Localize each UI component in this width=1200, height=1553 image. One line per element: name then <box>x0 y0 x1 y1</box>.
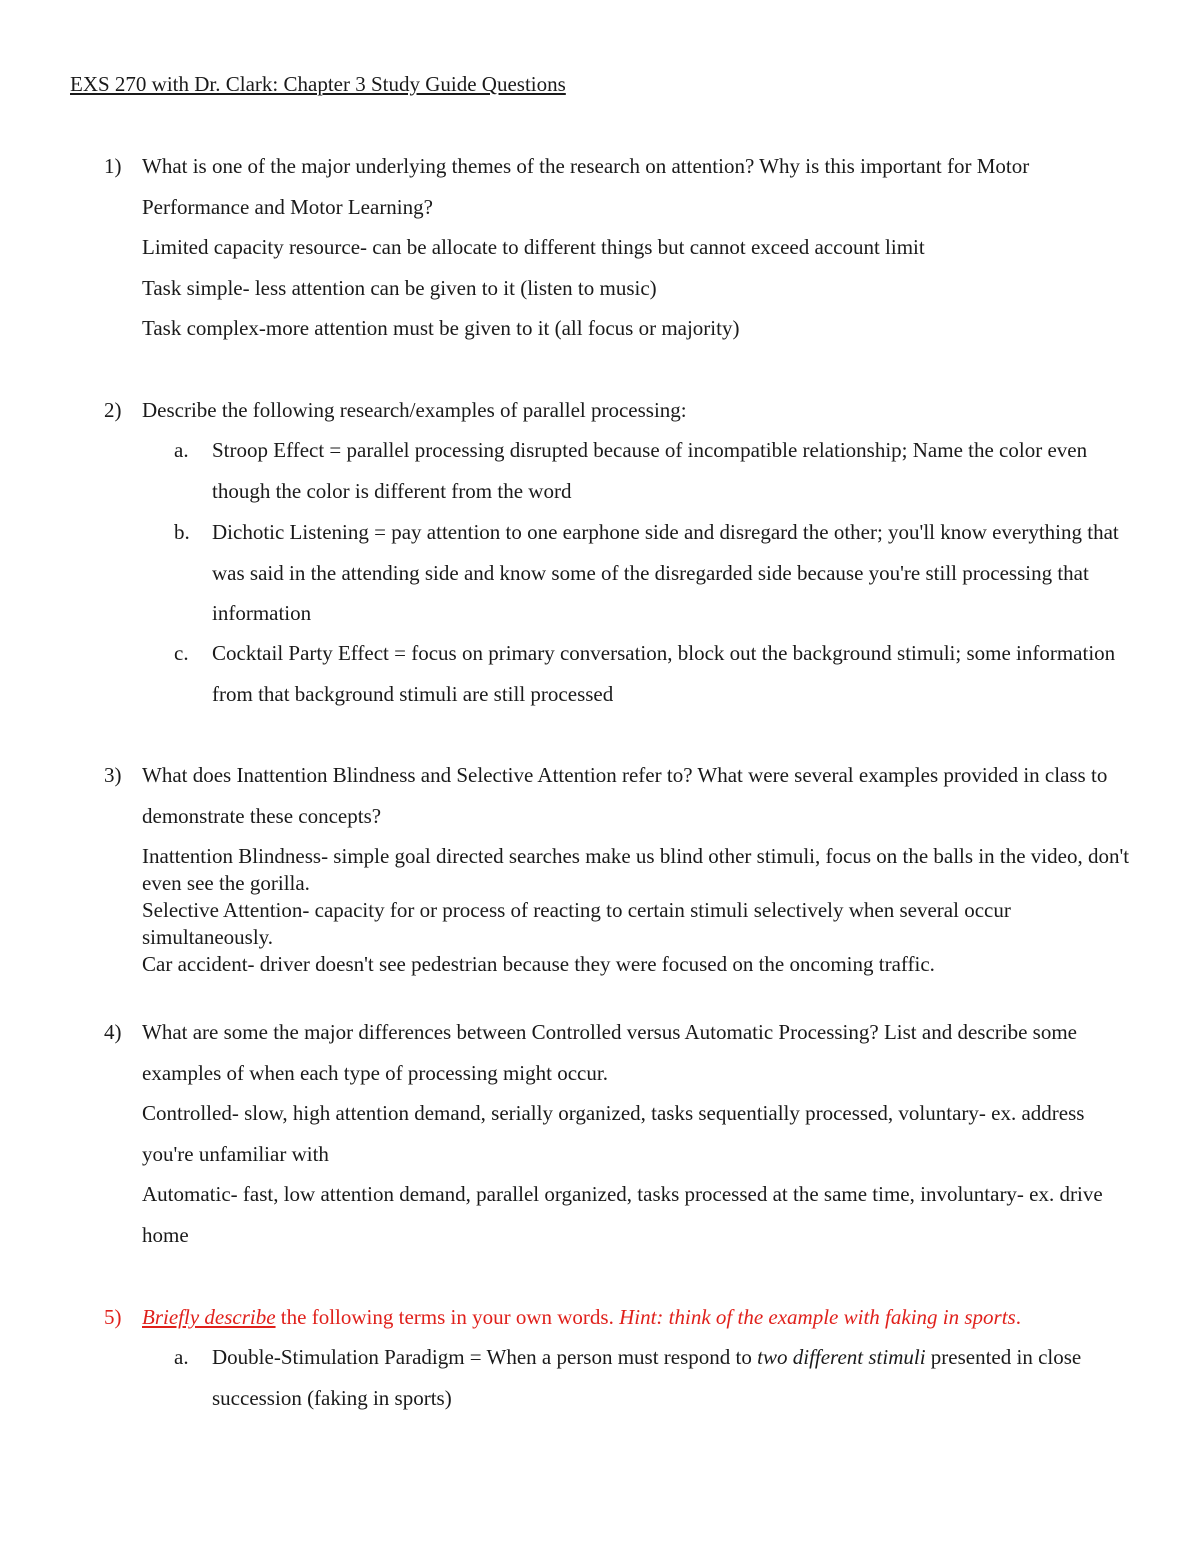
question-number: 1) <box>104 154 122 178</box>
answer-line: Automatic- fast, low attention demand, parallel organized, tasks processed at the same time, involuntary- ex. drive home <box>142 1182 1103 1247</box>
question-4 <box>104 1012 1134 1093</box>
question-hint: Hint: think of the example with faking in sports <box>619 1305 1016 1329</box>
item-text <box>212 1337 1134 1418</box>
answer-line: Limited capacity resource- can be allocate to different things but cannot exceed account limit <box>142 235 925 259</box>
question-number: 5) <box>104 1305 122 1329</box>
item-text: Stroop Effect = parallel processing disrupted because of incompatible relationship; Name the color even though the color is different from the word <box>212 438 1088 503</box>
question-end: . <box>1015 1305 1021 1329</box>
question-emphasis: Briefly describe <box>142 1305 276 1329</box>
list-item-2a <box>174 430 1134 511</box>
list-item-2c <box>174 633 1134 714</box>
question-body: the following terms in your own words. <box>275 1305 620 1329</box>
answer-line: Task simple- less attention can be given to it (listen to music) <box>142 275 657 300</box>
question-2 <box>104 390 1134 431</box>
question-number: 2) <box>104 398 122 422</box>
question-text: What are some the major differences between Controlled versus Automatic Processing? List and describe some examples of when each type of processing might occur. <box>142 1020 1077 1085</box>
question-number: 3) <box>104 763 122 787</box>
question-3 <box>104 755 1134 836</box>
question-number: 4) <box>104 1020 122 1044</box>
question-text: What is one of the major underlying themes of the research on attention? Why is this important for Motor Performance and Motor Learning? <box>142 154 1030 219</box>
item-text-pre: Double-Stimulation Paradigm = When a person must respond to <box>212 1345 758 1369</box>
question-text <box>142 1297 1134 1338</box>
answer-line: Controlled- slow, high attention demand, serially organized, tasks sequentially processed, voluntary- ex. address you're unfamiliar with <box>142 1101 1085 1166</box>
question-text: What does Inattention Blindness and Selective Attention refer to? What were several examples provided in class to demonstrate these concepts? <box>142 763 1108 828</box>
answer-line: Inattention Blindness- simple goal directed searches make us blind other stimuli, focus on the balls in the video, don't even see the gorilla. <box>142 844 1130 895</box>
item-letter: b. <box>174 520 190 544</box>
document-title: EXS 270 with Dr. Clark: Chapter 3 Study Guide Questions <box>70 72 566 96</box>
item-text-post: presented in close succession (faking in sports) <box>212 1345 1082 1410</box>
question-1 <box>104 146 1134 227</box>
answer-line: Selective Attention- capacity for or process of reacting to certain stimuli selectively when several occur simultaneously. <box>142 898 1011 949</box>
item-text: Cocktail Party Effect = focus on primary conversation, block out the background stimuli; some information from that background stimuli are still processed <box>212 641 1116 706</box>
answer-line: Task complex-more attention must be given to it (all focus or majority) <box>142 316 740 340</box>
list-item-5a <box>174 1337 1134 1418</box>
question-5 <box>104 1297 1134 1338</box>
question-text: Describe the following research/examples of parallel processing: <box>142 398 687 422</box>
item-letter: a. <box>174 1345 189 1369</box>
answer-1 <box>142 227 1142 349</box>
item-text: Dichotic Listening = pay attention to one earphone side and disregard the other; you'll know everything that was said in the attending side and know some of the disregarded side because you're still processing that information <box>212 520 1119 625</box>
item-letter: c. <box>174 641 189 665</box>
answer-3 <box>142 843 1132 978</box>
answer-line: Car accident- driver doesn't see pedestrian because they were focused on the oncoming traffic. <box>142 952 935 976</box>
item-letter: a. <box>174 438 189 462</box>
answer-4 <box>142 1093 1132 1255</box>
item-text-emphasis: two different stimuli <box>757 1345 926 1369</box>
list-item-2b <box>174 512 1134 634</box>
